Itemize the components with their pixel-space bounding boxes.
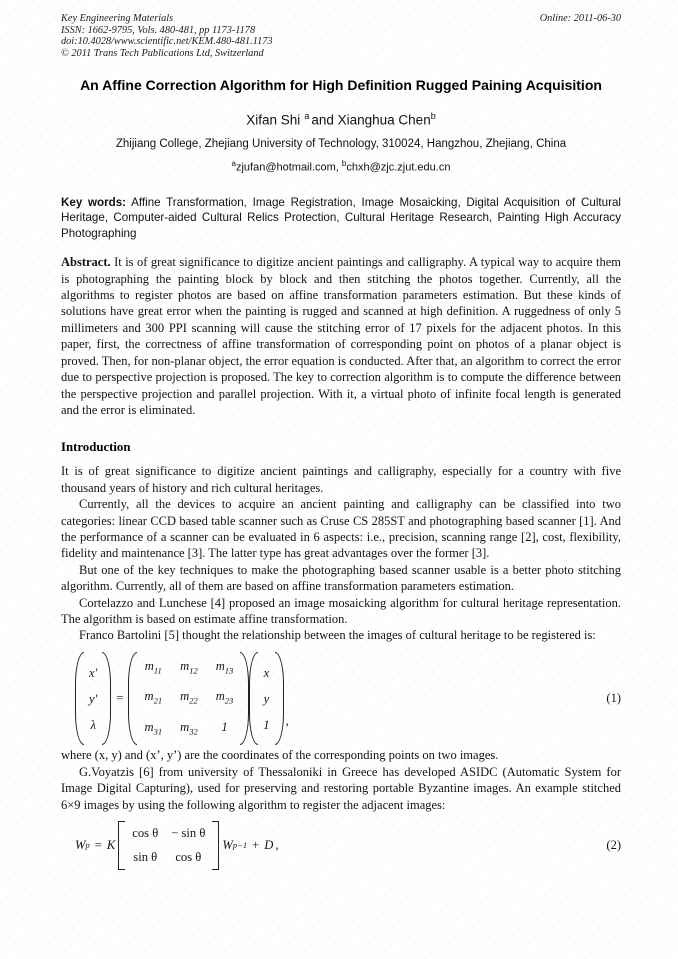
vector-entry: 1 xyxy=(263,717,270,732)
equation-1 xyxy=(75,652,621,746)
rhs-vector xyxy=(258,659,274,739)
matrix-cell: $m_{13}$ xyxy=(215,658,234,676)
introduction-heading: Introduction xyxy=(61,440,131,455)
transform-matrix xyxy=(137,652,240,746)
right-parenthesis xyxy=(240,652,249,746)
matrix-cell: cos θ xyxy=(175,849,202,864)
author-1-superscript: a xyxy=(304,110,310,121)
matrix-cell: sin θ xyxy=(133,849,158,864)
author-2: Xianghua Chen xyxy=(337,112,431,128)
matrix-cell: $m_{32}$ xyxy=(180,719,198,737)
equals-sign: = xyxy=(116,691,124,706)
equation-1-number: (1) xyxy=(606,691,621,706)
matrix-cell: 1 xyxy=(221,719,228,734)
email-1-superscript: a xyxy=(231,159,236,169)
matrix-cell: $m_{11}$ xyxy=(144,658,162,676)
intro-paragraph-4: Cortelazzo and Lunchese [4] proposed an image mosaicking algorithm for cultural heritage representation. The algorithm is based on estimate affine transformation. xyxy=(61,595,621,626)
email-1: zjufan@hotmail.com, xyxy=(235,162,339,175)
abstract-paragraph xyxy=(61,254,621,418)
lhs-vector xyxy=(84,659,102,739)
vector-entry: x′ xyxy=(89,665,98,680)
matrix-cell: $m_{23}$ xyxy=(215,689,234,706)
matrix-cell: $m_{31}$ xyxy=(144,719,163,737)
affiliation-line: Zhijiang College, Zhejiang University of Technology, 310024, Hangzhou, Zhejiang, China xyxy=(115,138,567,151)
publication-info xyxy=(61,13,273,59)
equation-1-body xyxy=(75,652,289,746)
right-parenthesis xyxy=(102,652,111,746)
vector-entry: x xyxy=(263,665,270,680)
abstract-text: It is of great significance to digitize ancient paintings and calligraphy. A typical way to acquire them is photographing the painting block by block and then stitching the photos together. Currently, all the algorithms to register photos are based on affine transformation parameters estimation. But these kinds of solutions have great error when the painting is rugged and scanned at high definition. A ruggedness of only 5 millimeters and 300 PPI scanning will cause the stitching error of 17 pixels for the adjacent photos. In this paper, first, the correctness of affine transformation of corresponding point on photos of a planar object is proved. Then, for non-planar object, the error equation is conducted. After that, an algorithm to correct the error due to perspective projection is proposed. The key to correction algorithm is to compute the difference between the perspective projection and parallel projection. With it, a virtual photo of infinite focal length is generated and the error is eliminated. xyxy=(61,255,621,417)
intro-paragraph-5: Franco Bartolini [5] thought the relationship between the images of cultural heritage to be registered is: xyxy=(79,628,596,643)
matrix-cell: $m_{21}$ xyxy=(144,689,163,706)
emails-line xyxy=(61,157,621,175)
author-2-superscript: b xyxy=(430,110,436,121)
intro-paragraph-2: Currently, all the devices to acquire an ancient painting and calligraphy can be classified into two categories: linear CCD based table scanner such as Cruse CS 285ST and photographing based scanner [1]. And the performance of a scanner can be evaluated in 6 aspects: i.e., precision, scanning range [2], cost, flexibility, fidelity and maintenance [3]. The latter type has great advantages over the former [3]. xyxy=(61,497,621,561)
plus-sign: + xyxy=(252,837,260,852)
equals-sign: = xyxy=(94,837,102,852)
abstract-label: Abstract. xyxy=(61,255,111,270)
rhs-subscript: p−1 xyxy=(232,840,248,851)
intro-paragraph-1: It is of great significance to digitize ancient paintings and calligraphy, especially for a country with five thousand years of history and rich cultural heritages. xyxy=(61,464,621,495)
left-parenthesis xyxy=(249,652,258,746)
keywords-label: Key words: xyxy=(61,196,127,210)
issn-line: ISSN: 1662-9795, Vols. 480-481, pp 1173-1178 xyxy=(61,24,256,36)
lhs-subscript: p xyxy=(85,840,90,851)
email-2-superscript: b xyxy=(341,159,347,169)
vector-entry: y′ xyxy=(89,691,98,706)
intro-paragraph-3: But one of the key techniques to make the photographing based scanner usable is a better photo stitching algorithm. Currently, all of them are based on affine transformation parameters estimation. xyxy=(61,562,621,594)
publication-header xyxy=(61,13,621,59)
matrix-cell: $m_{12}$ xyxy=(180,658,198,676)
matrix-cell: $m_{22}$ xyxy=(180,689,198,706)
right-parenthesis xyxy=(275,652,284,746)
keywords-paragraph xyxy=(61,195,621,241)
left-bracket xyxy=(118,821,125,870)
coefficient-symbol: K xyxy=(106,837,116,852)
equation-comma: , xyxy=(285,714,289,729)
doi-line: doi:10.4028/www.scientific.net/KEM.480-481.1173 xyxy=(61,36,273,48)
authors-conjunction: and xyxy=(311,112,334,128)
left-parenthesis xyxy=(128,652,137,746)
journal-name: Key Engineering Materials xyxy=(61,13,174,24)
translation-symbol: D xyxy=(264,837,274,852)
equation-2-body xyxy=(75,821,279,870)
vector-entry: λ xyxy=(90,717,96,732)
copyright-line: © 2011 Trans Tech Publications Ltd, Switzerland xyxy=(61,47,264,59)
vector-entry: y xyxy=(263,691,270,706)
email-2: chxh@zjc.zjut.edu.cn xyxy=(346,162,451,175)
where-clause-paragraph: where (x, y) and (x’, y’) are the coordinates of the corresponding points on two images. xyxy=(61,748,499,763)
rhs-symbol: W xyxy=(222,837,233,852)
author-1: Xifan Shi xyxy=(246,112,301,128)
equation-2 xyxy=(75,821,621,870)
right-bracket xyxy=(212,821,219,870)
equation-comma: , xyxy=(275,837,279,852)
lhs-symbol: W xyxy=(75,837,86,852)
left-parenthesis xyxy=(75,652,84,746)
matrix-cell: − sin θ xyxy=(171,825,206,840)
equation-2-number: (2) xyxy=(606,837,621,852)
paper-title: An Affine Correction Algorithm for High Definition Rugged Paining Acquisition xyxy=(80,77,602,94)
rotation-matrix xyxy=(125,821,212,870)
keywords-text: Affine Transformation, Image Registration, Image Mosaicking, Digital Acquisition of Cultural Heritage, Computer-aided Cultural Relics Protection, Cultural Heritage Research, Painting High Accuracy Photographing xyxy=(61,196,621,240)
intro-paragraph-7: G.Voyatzis [6] from university of Thessaloniki in Greece has developed ASIDC (Automatic System for Image Digital Capturing), used for preserving and restoring portable Byzantine images. An example stitched 6×9 images by using the following algorithm to register the adjacent images: xyxy=(61,764,621,812)
authors-line xyxy=(61,108,621,129)
matrix-cell: cos θ xyxy=(132,825,159,840)
online-date: Online: 2011-06-30 xyxy=(539,13,621,24)
